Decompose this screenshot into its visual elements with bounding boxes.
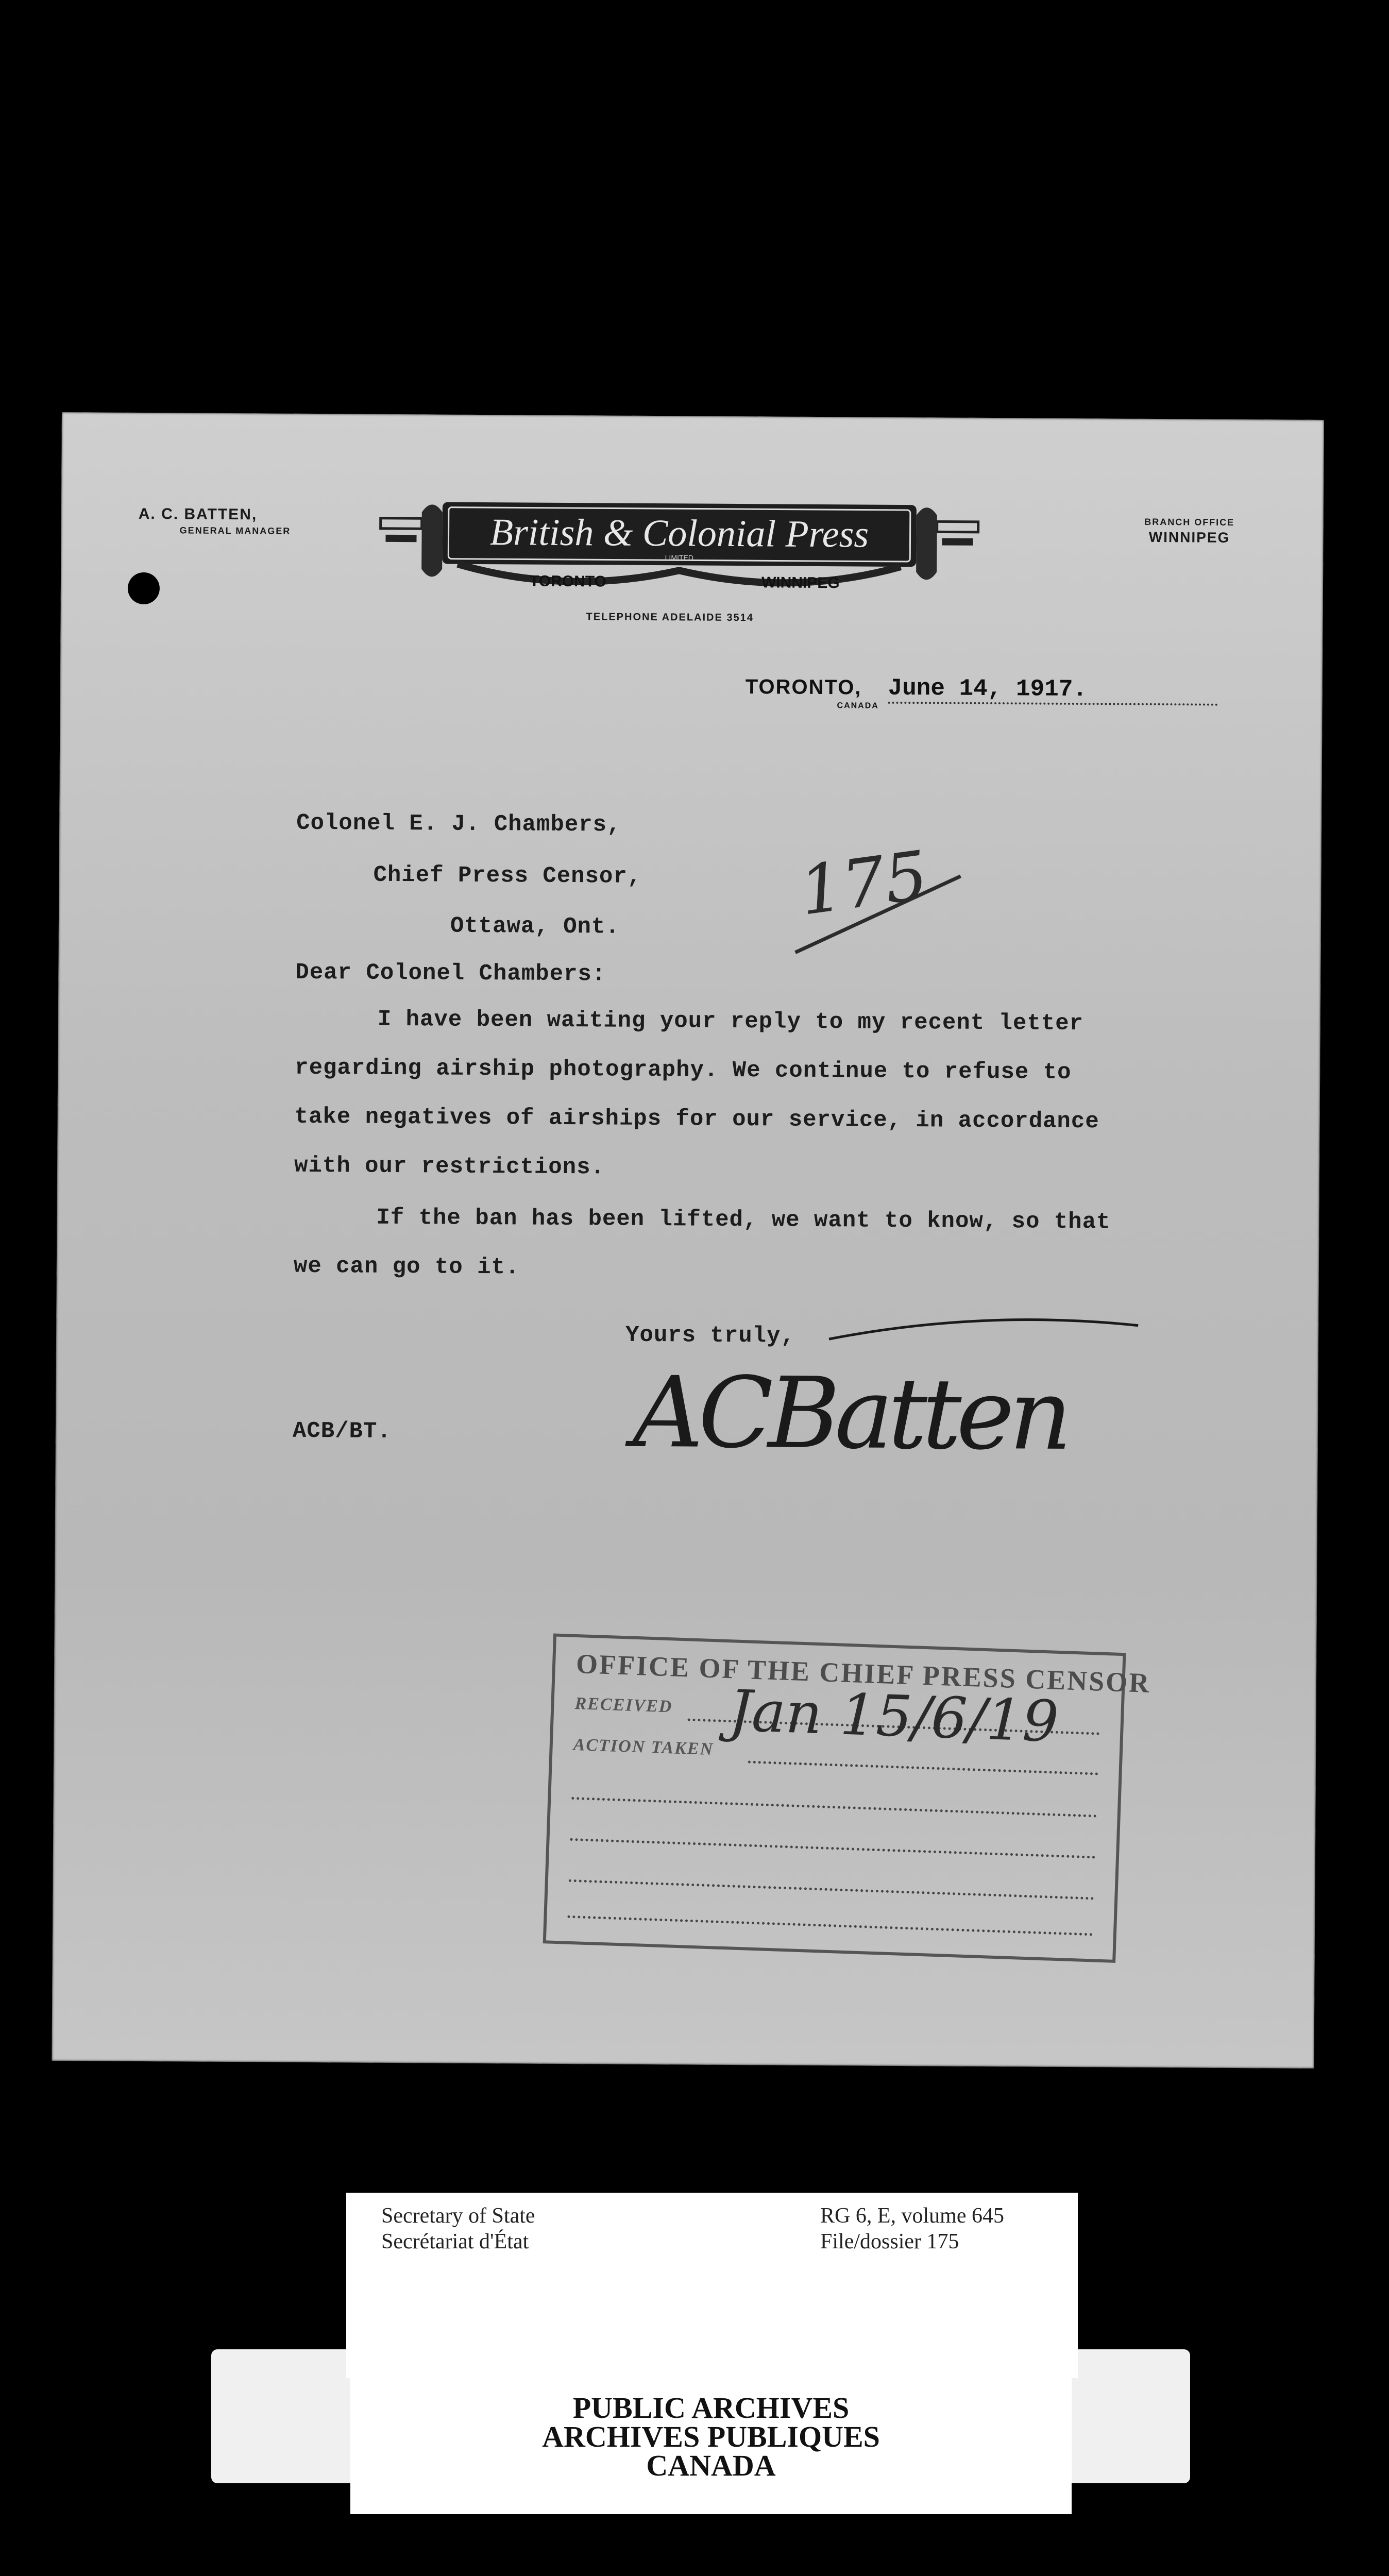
public-archives-stamp [350, 2370, 1072, 2514]
dateline-city: TORONTO, [745, 675, 862, 699]
department-en: Secretary of State [381, 2204, 535, 2228]
stamp-line [570, 1838, 1095, 1859]
svg-text:TORONTO: TORONTO [529, 572, 607, 590]
stamp-line [569, 1879, 1094, 1900]
file-number: File/dossier 175 [820, 2230, 959, 2253]
body-line: I have been waiting your reply to my recent letter [377, 1006, 1084, 1037]
dateline-country: CANADA [837, 701, 879, 710]
svg-text:175: 175 [795, 836, 933, 930]
typist-initials: ACB/BT. [292, 1418, 392, 1445]
archive-reference-label [346, 2193, 1078, 2378]
addressee-title: Chief Press Censor, [373, 862, 642, 890]
stamp-action-label: ACTION TAKEN [573, 1735, 714, 1759]
handwritten-received-date [723, 1668, 1060, 1755]
stamp-line [748, 1760, 1098, 1775]
stamp-received-label: RECEIVED [574, 1693, 673, 1717]
dateline [745, 674, 1245, 710]
body-line: we can go to it. [293, 1253, 520, 1281]
body-line: regarding airship photography. We continue to refuse to [295, 1055, 1072, 1086]
stamp-line [571, 1797, 1097, 1818]
punch-hole [128, 572, 160, 604]
branch-label: BRANCH OFFICE [1144, 516, 1235, 528]
handwritten-file-number [785, 829, 1002, 964]
archives-line-en: PUBLIC ARCHIVES [572, 2391, 850, 2425]
reference-block [820, 2203, 1004, 2255]
record-group: RG 6, E, volume 645 [820, 2204, 1004, 2228]
letter-page [52, 412, 1324, 2069]
signature [622, 1317, 1148, 1490]
manager-title: GENERAL MANAGER [179, 525, 291, 536]
body-line: take negatives of airships for our service, in accordance [294, 1104, 1099, 1135]
addressee-name: Colonel E. J. Chambers, [296, 810, 621, 838]
svg-text:WINNIPEG: WINNIPEG [761, 574, 840, 592]
salutation: Dear Colonel Chambers: [295, 959, 606, 988]
stamp-title: OFFICE OF THE CHIEF PRESS CENSOR [575, 1648, 1151, 1699]
svg-text:Jan 15/6/19: Jan 15/6/19 [728, 1677, 1060, 1755]
closing: Yours truly, [625, 1322, 795, 1349]
branch-city: WINNIPEG [1148, 529, 1230, 546]
department-block [381, 2203, 535, 2255]
stamp-line [567, 1916, 1093, 1936]
letter-date: June 14, 1917. [888, 675, 1217, 706]
archives-line-country: CANADA [646, 2449, 776, 2482]
body-line: If the ban has been lifted, we want to know, so that [376, 1205, 1111, 1235]
addressee-city: Ottawa, Ont. [450, 913, 620, 940]
body-line: with our restrictions. [294, 1153, 605, 1181]
telephone: TELEPHONE ADELAIDE 3514 [586, 611, 754, 624]
company-logo [380, 492, 978, 598]
archives-line-fr: ARCHIVES PUBLIQUES [542, 2420, 880, 2453]
censor-office-stamp [543, 1633, 1151, 1962]
svg-text:British & Colonial Press: British & Colonial Press [489, 511, 869, 556]
svg-text:ACBatten: ACBatten [632, 1355, 1068, 1472]
manager-name: A. C. BATTEN, [138, 505, 258, 523]
department-fr: Secrétariat d'État [381, 2230, 529, 2253]
svg-text:LIMITED: LIMITED [665, 553, 693, 562]
